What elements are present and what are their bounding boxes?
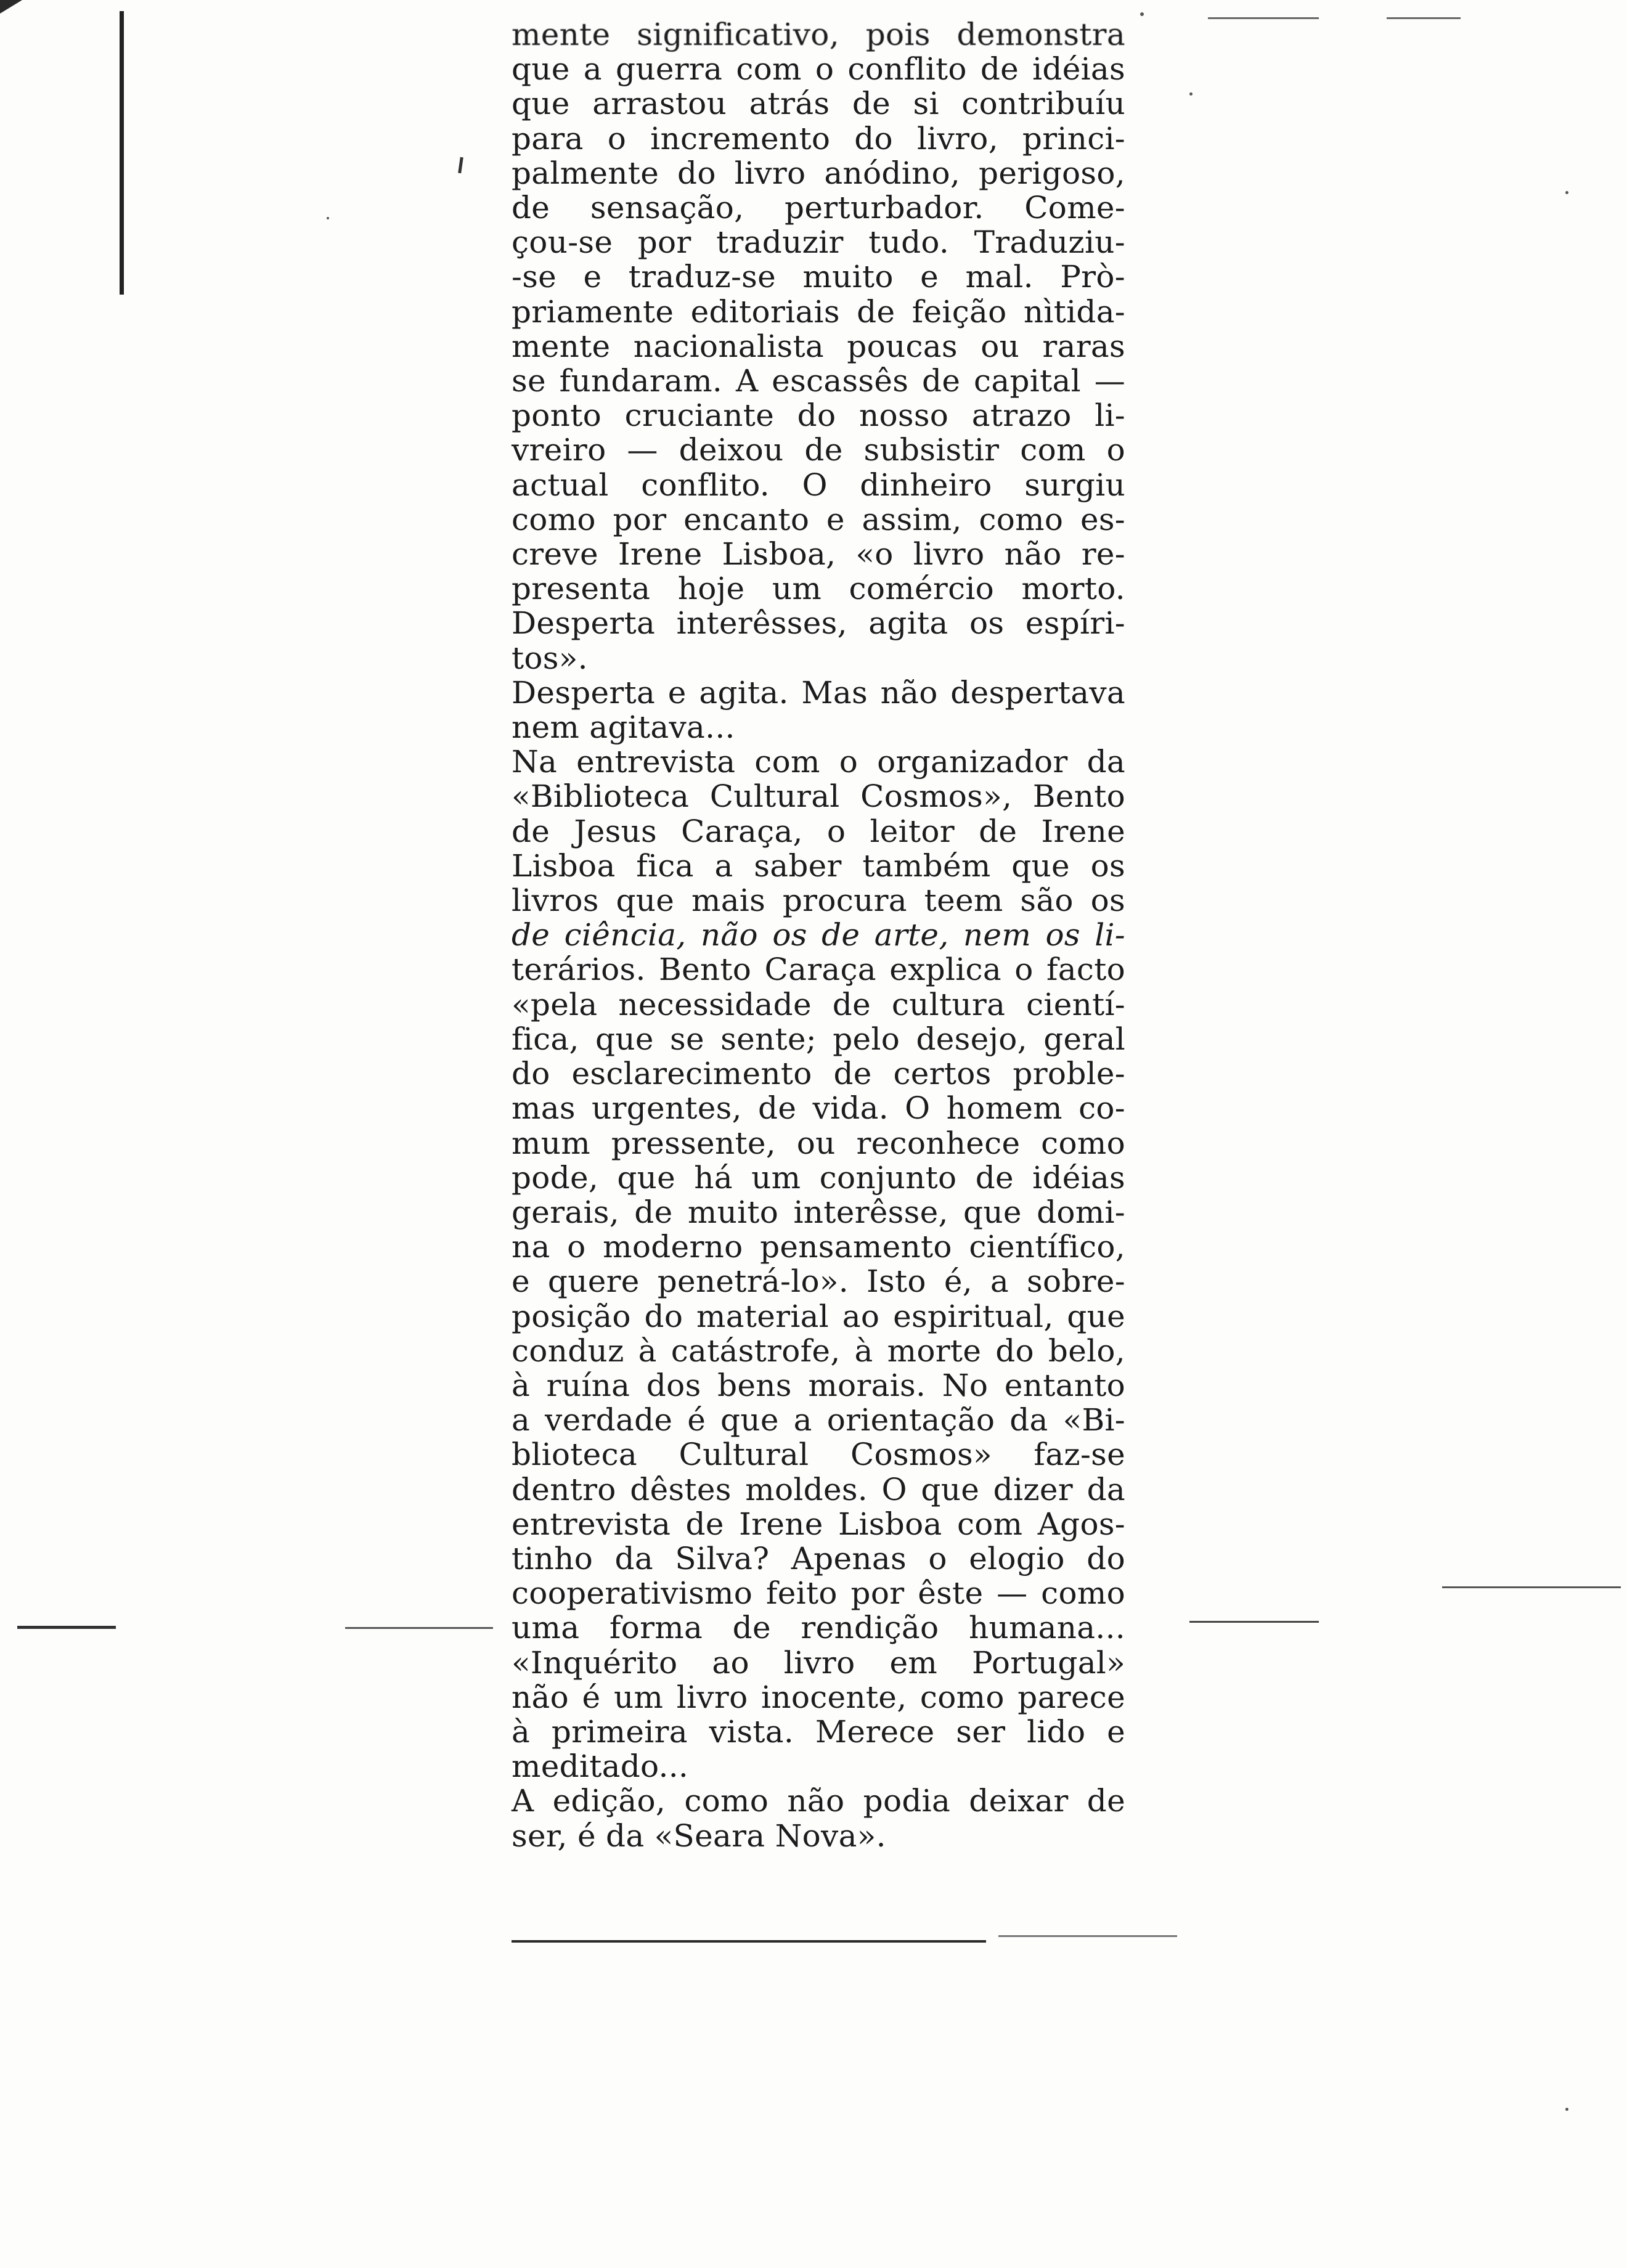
article-line: actual conflito. O dinheiro surgiu [512, 467, 1125, 503]
margin-tick-mark [458, 157, 463, 173]
article-line: priamente editoriais de feição nìtida- [512, 293, 1125, 330]
article-line: creve Irene Lisboa, «o livro não re- [512, 536, 1125, 573]
top-right-rule-secondary [1387, 17, 1461, 19]
article-line: se fundaram. A escassês de capital — [512, 363, 1125, 399]
right-divider-rule-secondary [1442, 1586, 1621, 1588]
scan-speck [1565, 2108, 1568, 2111]
article-column [512, 17, 1125, 1853]
article-line: mas urgentes, de vida. O homem co- [512, 1090, 1125, 1127]
article-line: palmente do livro anódino, perigoso, [512, 155, 1125, 191]
article-line: à primeira vista. Merece ser lido e [512, 1713, 1125, 1750]
scan-speck [1189, 92, 1193, 96]
article-end-rule-tail [998, 1935, 1177, 1937]
scan-speck [327, 217, 329, 219]
article-line: dentro dêstes moldes. O que dizer da [512, 1471, 1125, 1507]
article-line: mente significativo, pois demonstra [512, 17, 1125, 52]
article-line: ser, é da «Seara Nova». [512, 1817, 886, 1854]
article-line: ponto cruciante do nosso atrazo li- [512, 398, 1125, 434]
article-line: conduz à catástrofe, à morte do belo, [512, 1332, 1125, 1369]
article-line: livros que mais procura teem são os [512, 883, 1125, 919]
article-line: mente nacionalista poucas ou raras [512, 328, 1125, 364]
article-line: de ciência, não os de arte, nem os li- [512, 917, 1125, 953]
article-line: Na entrevista com o organizador da [512, 744, 1125, 780]
article-line: meditado... [512, 1748, 689, 1785]
article-line: blioteca Cultural Cosmos» faz-se [512, 1437, 1125, 1473]
article-line: nem agitava... [512, 709, 735, 746]
article-line: mum pressente, ou reconhece como [512, 1125, 1125, 1161]
article-line: «Biblioteca Cultural Cosmos», Bento [512, 778, 1125, 815]
article-line: terários. Bento Caraça explica o facto [512, 952, 1125, 988]
scan-speck [1565, 191, 1568, 194]
article-line: A edição, como não podia deixar de [512, 1783, 1125, 1819]
article-line: vreiro — deixou de subsistir com o [512, 432, 1125, 468]
article-end-rule [512, 1940, 986, 1943]
article-line: que a guerra com o conflito de idéias [512, 51, 1125, 88]
article-line: a verdade é que a orientação da «Bi- [512, 1402, 1125, 1438]
article-line: do esclarecimento de certos proble- [512, 1056, 1125, 1092]
article-line: Lisboa fica a saber também que os [512, 847, 1125, 884]
article-line: «Inquérito ao livro em Portugal» [512, 1644, 1125, 1681]
article-line: tos». [512, 640, 588, 676]
article-line: e quere penetrá-lo». Isto é, a sobre- [512, 1263, 1125, 1300]
article-line: -se e traduz-se muito e mal. Prò- [512, 259, 1125, 295]
article-line: presenta hoje um comércio morto. [512, 571, 1125, 607]
article-line: de sensação, perturbador. Come- [512, 190, 1125, 226]
article-line: gerais, de muito interêsse, que domi- [512, 1194, 1125, 1230]
article-line: na o moderno pensamento científico, [512, 1229, 1125, 1265]
article-line: para o incremento do livro, princi- [512, 120, 1125, 157]
scan-corner-mark [0, 0, 22, 14]
left-divider-rule [17, 1626, 116, 1629]
article-line: tinho da Silva? Apenas o elogio do [512, 1540, 1125, 1577]
article-line: Desperta interêsses, agita os espíri- [512, 605, 1125, 642]
article-line: entrevista de Irene Lisboa com Agos- [512, 1506, 1125, 1542]
article-line: Desperta e agita. Mas não despertava [512, 674, 1125, 711]
right-divider-rule [1189, 1621, 1319, 1623]
left-divider-rule-secondary [345, 1627, 493, 1629]
margin-vertical-bar [120, 11, 124, 295]
article-line: pode, que há um conjunto de idéias [512, 1159, 1125, 1196]
article-line: à ruína dos bens morais. No entanto [512, 1367, 1125, 1403]
top-right-rule [1208, 17, 1319, 19]
article-line: não é um livro inocente, como parece [512, 1679, 1125, 1715]
scan-speck [1140, 12, 1144, 16]
article-line: como por encanto e assim, como es- [512, 501, 1125, 537]
article-line: «pela necessidade de cultura cientí- [512, 986, 1125, 1022]
article-line: fica, que se sente; pelo desejo, geral [512, 1021, 1125, 1057]
article-line: uma forma de rendição humana... [512, 1610, 1125, 1646]
article-line: çou-se por traduzir tudo. Traduziu- [512, 224, 1125, 261]
article-line: de Jesus Caraça, o leitor de Irene [512, 813, 1125, 849]
article-line: que arrastou atrás de si contribuíu [512, 86, 1125, 122]
article-line: posição do material ao espiritual, que [512, 1298, 1125, 1334]
article-line: cooperativismo feito por êste — como [512, 1575, 1125, 1612]
